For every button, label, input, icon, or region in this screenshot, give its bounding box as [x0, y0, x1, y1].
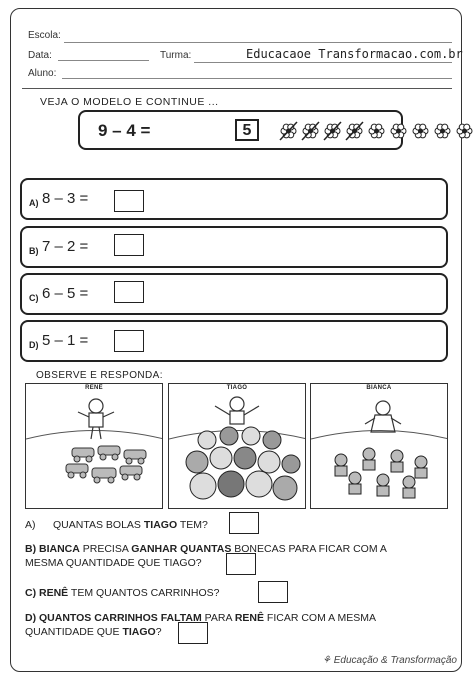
problem-expression: 8 – 3 =: [42, 190, 89, 207]
student-label: Aluno:: [28, 68, 57, 79]
student-field[interactable]: [62, 78, 452, 79]
question-a-prefix: A): [25, 519, 36, 531]
butterfly-icon: ⚘: [322, 655, 331, 666]
question-a: A) QUANTAS BOLAS TIAGO TEM?: [25, 519, 208, 531]
site-url: Educacaoe Transformacao.com.br: [246, 47, 463, 61]
flower-row: [278, 120, 474, 142]
answer-box[interactable]: [114, 281, 144, 303]
panel-title: RENÊ: [85, 385, 103, 391]
rene-cars-illustration: [26, 384, 163, 509]
date-field[interactable]: [58, 60, 149, 61]
model-expression: 9 – 4 =: [98, 121, 151, 140]
model-answer: 5: [235, 119, 259, 141]
question-d: D) QUANTOS CARRINHOS FALTAM PARA RENÊ FICAR COM A MESMA QUANTIDADE QUE TIAGO?: [25, 612, 377, 638]
flower-icon: [432, 120, 453, 142]
flower-icon: [388, 120, 409, 142]
problem-expression: 5 – 1 =: [42, 332, 89, 349]
flower-icon: [366, 120, 387, 142]
header-separator: [22, 88, 452, 89]
problem-b: [20, 226, 448, 268]
problem-letter: A): [29, 198, 39, 208]
answer-box-b[interactable]: [226, 553, 256, 575]
flower-icon: [454, 120, 474, 142]
problem-letter: C): [29, 293, 39, 303]
panel-title: BIANCA: [366, 385, 392, 391]
footer-brand: ⚘ Educação & Transformação: [322, 655, 457, 666]
answer-box[interactable]: [114, 330, 144, 352]
problem-letter: D): [29, 340, 39, 350]
tiago-balls-illustration: [169, 384, 306, 509]
date-label: Data:: [28, 50, 52, 61]
answer-box-a[interactable]: [229, 512, 259, 534]
flower-icon: [278, 120, 299, 142]
observe-title: OBSERVE E RESPONDA:: [36, 370, 163, 381]
school-label: Escola:: [28, 30, 61, 41]
class-label: Turma:: [160, 50, 192, 61]
question-b: B) BIANCA PRECISA GANHAR QUANTAS BONECAS PARA FICAR COM A MESMA QUANTIDADE QUE TIAGO?: [25, 543, 387, 569]
school-field[interactable]: [64, 42, 452, 43]
problem-a: [20, 178, 448, 220]
flower-icon: [300, 120, 321, 142]
panel-bianca: [310, 383, 448, 509]
problem-c: [20, 273, 448, 315]
answer-box[interactable]: [114, 190, 144, 212]
problem-expression: 6 – 5 =: [42, 285, 89, 302]
flower-icon: [410, 120, 431, 142]
problem-d: [20, 320, 448, 362]
panel-rene: [25, 383, 163, 509]
answer-box[interactable]: [114, 234, 144, 256]
answer-box-d[interactable]: [178, 622, 208, 644]
model-example: [78, 110, 403, 150]
panel-title: TIAGO: [226, 385, 248, 391]
panel-tiago: [168, 383, 306, 509]
flower-icon: [344, 120, 365, 142]
problem-letter: B): [29, 246, 39, 256]
answer-box-c[interactable]: [258, 581, 288, 603]
problem-expression: 7 – 2 =: [42, 238, 89, 255]
class-field[interactable]: [194, 62, 452, 63]
flower-icon: [322, 120, 343, 142]
question-c: C) RENÊ TEM QUANTOS CARRINHOS?: [25, 587, 220, 599]
instruction: VEJA O MODELO E CONTINUE ...: [40, 96, 219, 108]
bianca-dolls-illustration: [311, 384, 448, 509]
